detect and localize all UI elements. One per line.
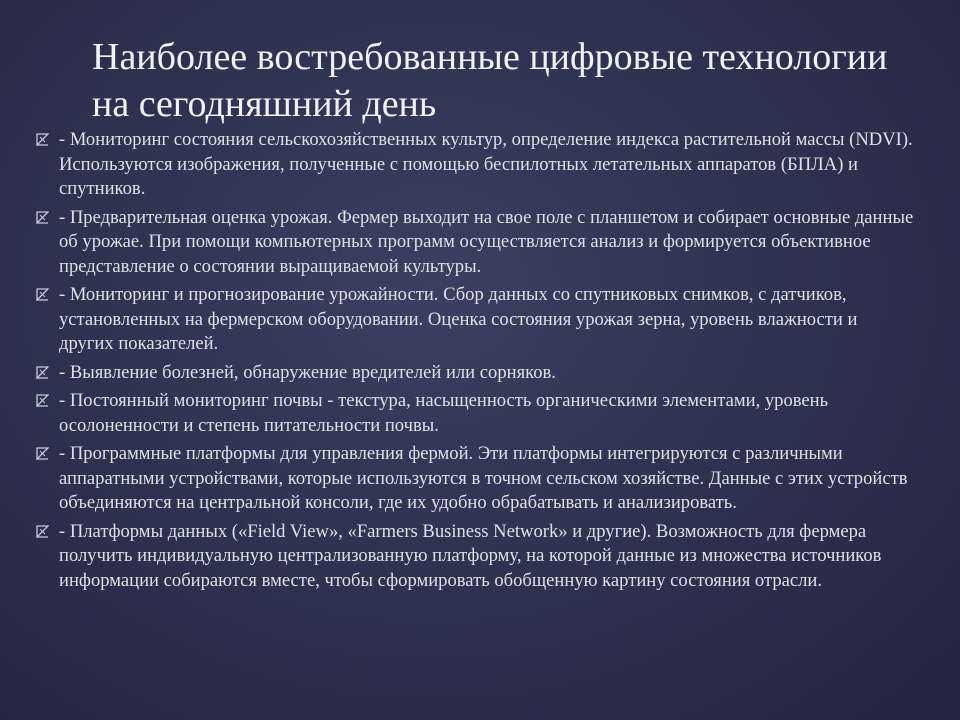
leaf-bullet-icon [36,394,49,407]
bullet-item [36,442,916,516]
leaf-bullet-icon [36,211,49,224]
bullet-item [36,389,916,438]
bullet-list [36,128,916,597]
bullet-text: - Платформы данных («Field View», «Farmers Business Network» и другие). Возможность для фермера получить индивидуальную централизованную платформу, на которой данные из множества источников информации собираются вместе, чтобы сформировать обобщенную картину состояния отрасли. [59,520,882,591]
bullet-item [36,283,916,357]
bullet-text: - Мониторинг и прогнозирование урожайности. Сбор данных со спутниковых снимков, с датчиков, установленных на фермерском оборудовании. Оценка состояния урожая зерна, уровень влажности и других показателей. [59,284,858,354]
bullet-item [36,520,916,594]
bullet-text: - Программные платформы для управления фермой. Эти платформы интегрируются с различными аппаратными устройствами, которые используются в точном сельском хозяйстве. Данные с этих устройств объединяются на центральной консоли, где их удобно обрабатывать и анализировать. [59,443,908,513]
leaf-bullet-icon [36,366,49,379]
leaf-bullet-icon [36,525,49,538]
bullet-text: - Выявление болезней, обнаружение вредителей или сорняков. [59,361,556,383]
leaf-bullet-icon [36,447,49,460]
leaf-bullet-icon [36,288,49,301]
bullet-item [36,128,916,202]
leaf-bullet-icon [36,133,49,146]
bullet-item [36,361,916,386]
bullet-text: - Мониторинг состояния сельскохозяйственных культур, определение индекса растительной массы (NDVI). Используются изображения, полученные с помощью беспилотных летательных аппаратов (БПЛА) и спутников. [59,129,913,199]
bullet-text: - Предварительная оценка урожая. Фермер выходит на свое поле с планшетом и собирает основные данные об урожае. При помощи компьютерных программ осуществляется анализ и формируется объективное представление о состоянии выращиваемой культуры. [59,206,914,277]
bullet-item [36,206,916,280]
bullet-text: - Постоянный мониторинг почвы - текстура, насыщенность органическими элементами, уровень осолоненности и степень питательности почвы. [59,390,829,436]
slide-title: Наиболее востребованные цифровые технологии на сегодняшний день [92,36,888,125]
